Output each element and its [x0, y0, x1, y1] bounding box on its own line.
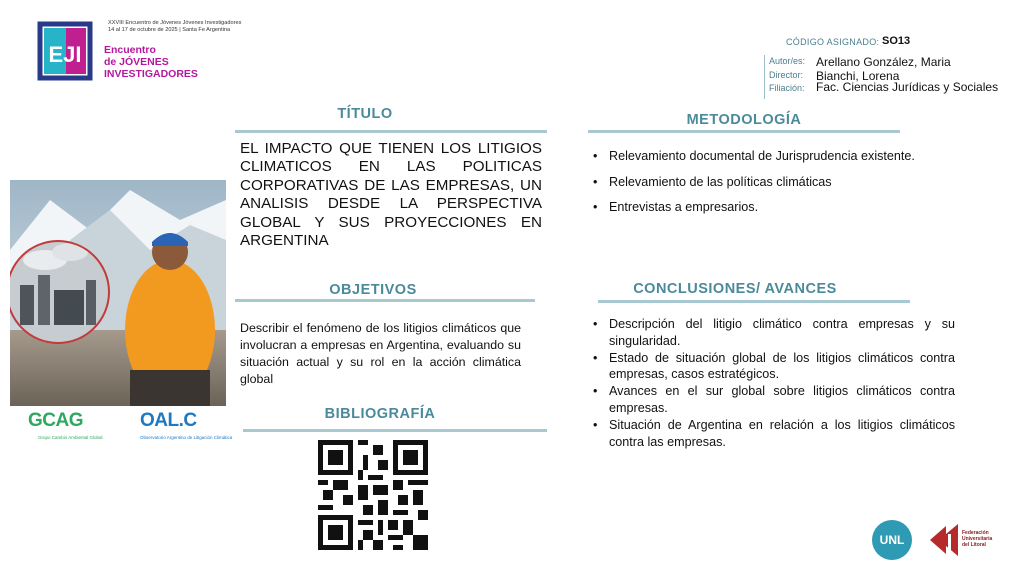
event-name: XXVIII Encuentro de Jóvenes Jóvenes Investigadores — [108, 20, 242, 26]
bibliografia-heading: BIBLIOGRAFÍA — [324, 406, 436, 422]
filiacion-label: Filiación: — [769, 83, 805, 93]
event-dates: 14 al 17 de octubre de 2025 | Santa Fe Argentina — [108, 27, 231, 33]
conclusiones-heading: CONCLUSIONES/ AVANCES — [633, 281, 837, 297]
poster-title: EL IMPACTO QUE TIENEN LOS LITIGIOS CLIMATICOS EN LAS POLITICAS CORPORATIVAS DE LAS EMPRESAS, UN ANALISIS DESDE LA PERSPECTIVA GLOBAL Y SUS PROYECCIONES EN ARGENTINA — [240, 140, 542, 250]
list-item: • Relevamiento de las políticas climáticas — [593, 174, 983, 190]
metodologia-heading: METODOLOGÍA — [686, 112, 802, 128]
code-label: CÓDIGO ASIGNADO: — [786, 37, 880, 47]
fue-logo-text: Federación Universitaria del Litoral — [962, 530, 993, 548]
gcag-logo: GCAG — [28, 410, 83, 431]
list-item: • Estado de situación global de los litigios climáticos contra empresas, casos estratégicos. — [593, 350, 955, 384]
list-item: • Descripción del litigio climático contra empresas y su singularidad. — [593, 316, 955, 350]
titulo-rule — [235, 130, 547, 133]
author-value: Arellano González, Maria — [816, 55, 951, 69]
objetivos-rule — [235, 299, 535, 302]
list-item: • Relevamiento documental de Jurisprudencia existente. — [593, 148, 983, 164]
conclusiones-list — [593, 316, 955, 450]
list-item: • Situación de Argentina en relación a los litigios climáticos contra las empresas. — [593, 417, 955, 451]
brand-name: Encuentro de JÓVENES INVESTIGADORES — [104, 44, 198, 80]
list-item: • Avances en el sur global sobre litigios climáticos contra empresas. — [593, 383, 955, 417]
climate-photo — [10, 180, 226, 406]
logo-letters: EJI — [48, 42, 82, 67]
list-item: • Entrevistas a empresarios. — [593, 199, 983, 215]
director-value: Bianchi, Lorena — [816, 69, 900, 83]
conclusiones-rule — [598, 300, 910, 303]
oalc-subtitle: Observatorio Argentino de Litigación Climática — [140, 435, 233, 440]
gcag-subtitle: Grupo Cambio Ambiental Global — [38, 435, 103, 440]
titulo-heading: TÍTULO — [337, 106, 393, 122]
bibliografia-rule — [243, 429, 547, 432]
oalc-logo: OAL.C — [140, 410, 197, 431]
metodologia-list — [593, 148, 983, 225]
objetivos-text: Describir el fenómeno de los litigios climáticos que involucran a empresas en Argentina, evaluando su situación actual y su rol en la acción climática global — [240, 321, 521, 386]
director-label: Director: — [769, 70, 804, 80]
fue-logo-icon — [926, 520, 962, 560]
event-logo — [32, 20, 98, 82]
author-label: Autor/es: — [769, 56, 806, 66]
qr-code[interactable] — [318, 440, 428, 550]
authors-divider — [764, 55, 765, 99]
metodologia-rule — [588, 130, 900, 133]
objetivos-heading: OBJETIVOS — [329, 282, 417, 298]
filiacion-value: Fac. Ciencias Jurídicas y Sociales — [816, 80, 999, 94]
code-value: SO13 — [882, 35, 911, 47]
unl-logo: UNL — [872, 520, 912, 560]
